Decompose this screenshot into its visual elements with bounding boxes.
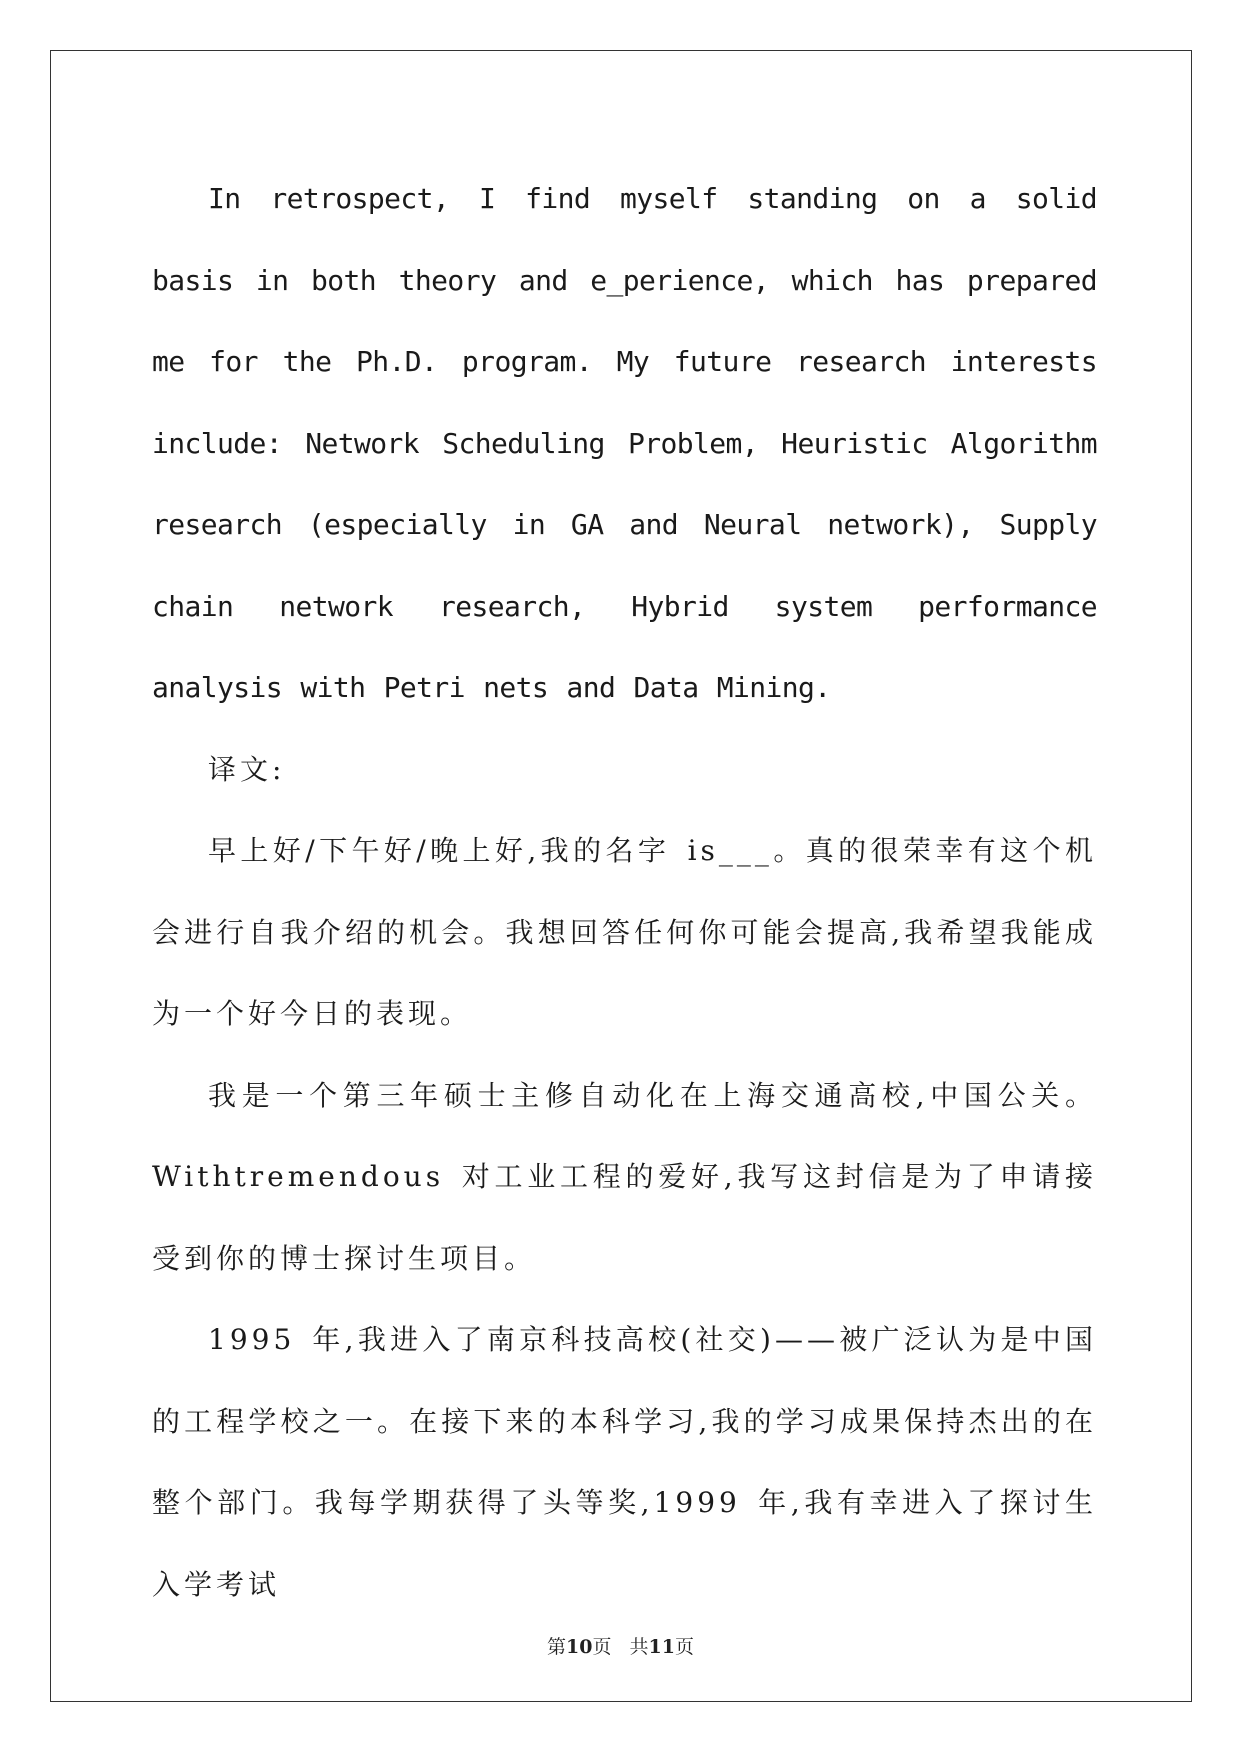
total-page-count: 11: [648, 1636, 675, 1658]
paragraph-education: 1995 年,我进入了南京科技高校(社交)——被广泛认为是中国的工程学校之一。在接下来的本科学习,我的学习成果保持杰出的在整个部门。我每学期获得了头等奖,1999 年,我有幸进入了探讨生入学考试: [152, 1323, 1097, 1601]
paragraph-greeting: 早上好/下午好/晚上好,我的名字 is___。真的很荣幸有这个机会进行自我介绍的机会。我想回答任何你可能会提高,我希望我能成为一个好今日的表现。: [152, 834, 1097, 1030]
page-prefix: 第: [547, 1636, 567, 1658]
total-suffix: 页: [674, 1636, 694, 1658]
document-body: [152, 158, 1097, 1625]
paragraph-translation-heading: 译文:: [208, 752, 286, 786]
page-suffix: 页: [592, 1636, 612, 1658]
paragraph-english-summary: In retrospect, I find myself standing on a solid basis in both theory and e_perience, which has prepared me for the Ph.D. program. My future research interests include: Network Scheduling Problem, Heuristic Algorithm research (especially in GA and Neural network), Supply chain network research, Hybrid system performance analysis with Petri nets and Data Mining.: [152, 182, 1097, 704]
current-page-number: 10: [566, 1636, 593, 1658]
total-prefix: 共: [629, 1636, 649, 1658]
paragraph-introduction: 我是一个第三年硕士主修自动化在上海交通高校,中国公关。Withtremendous 对工业工程的爱好,我写这封信是为了申请接受到你的博士探讨生项目。: [152, 1078, 1097, 1275]
page-footer: [0, 1632, 1241, 1659]
